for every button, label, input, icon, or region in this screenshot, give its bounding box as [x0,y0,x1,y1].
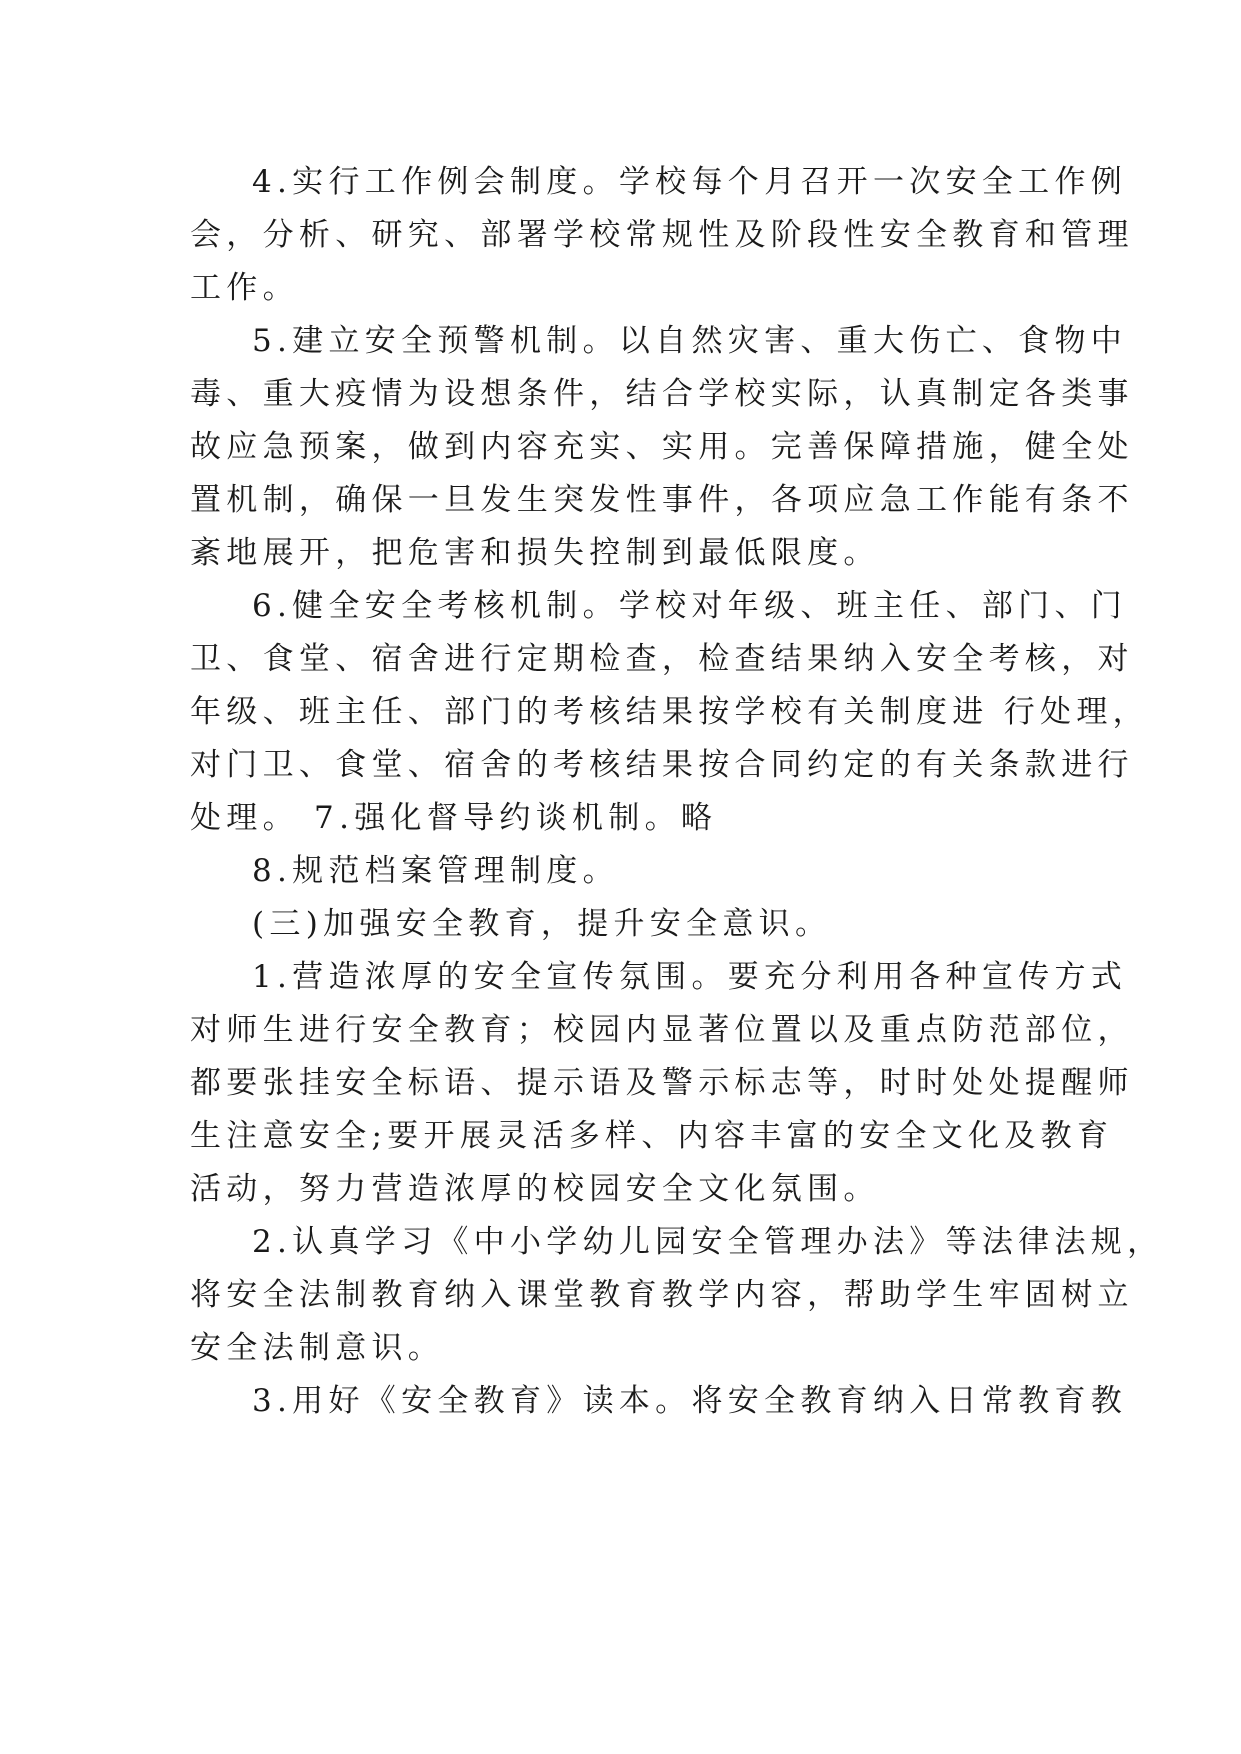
text-line: 对师生进行安全教育；校园内显著位置以及重点防范部位， [190,1012,1134,1048]
text-line: 6.健全安全考核机制。学校对年级、班主任、部门、门 [252,588,1128,624]
section-heading: (三)加强安全教育，提升安全意识。 [252,906,832,942]
text-line: 置机制，确保一旦发生突发性事件，各项应急工作能有条不 [190,482,1134,518]
text-line: 对门卫、食堂、宿舍的考核结果按合同约定的有关条款进行 [190,747,1134,783]
text-line: 都要张挂安全标语、提示语及警示标志等，时时处处提醒师 [190,1065,1134,1101]
text-line: 毒、重大疫情为设想条件，结合学校实际，认真制定各类事 [190,376,1134,412]
text-line: 8.规范档案管理制度。 [252,853,619,889]
text-line: 5.建立安全预警机制。以自然灾害、重大伤亡、食物中 [252,323,1128,359]
text-line: 活动，努力营造浓厚的校园安全文化氛围。 [190,1171,880,1207]
text-line: 1.营造浓厚的安全宣传氛围。要充分利用各种宣传方式 [252,959,1128,995]
text-line: 将安全法制教育纳入课堂教育教学内容，帮助学生牢固树立 [190,1277,1134,1313]
text-line: 故应急预案，做到内容充实、实用。完善保障措施，健全处 [190,429,1134,465]
text-line: 处理。 7.强化督导约谈机制。略 [190,800,718,836]
text-line: 安全法制意识。 [190,1330,445,1366]
text-line: 卫、食堂、宿舍进行定期检查，检查结果纳入安全考核，对 [190,641,1134,677]
text-line: 年级、班主任、部门的考核结果按学校有关制度进 行处理， [190,694,1149,730]
text-line: 4.实行工作例会制度。学校每个月召开一次安全工作例 [252,164,1128,200]
text-line: 2.认真学习《中小学幼儿园安全管理办法》等法律法规， [252,1224,1164,1260]
text-line: 3.用好《安全教育》读本。将安全教育纳入日常教育教 [252,1383,1128,1419]
text-line: 会，分析、研究、部署学校常规性及阶段性安全教育和管理 [190,217,1134,253]
text-line: 生注意安全;要开展灵活多样、内容丰富的安全文化及教育 [190,1118,1114,1154]
text-line: 工作。 [190,270,299,306]
text-line: 紊地展开，把危害和损失控制到最低限度。 [190,535,880,571]
